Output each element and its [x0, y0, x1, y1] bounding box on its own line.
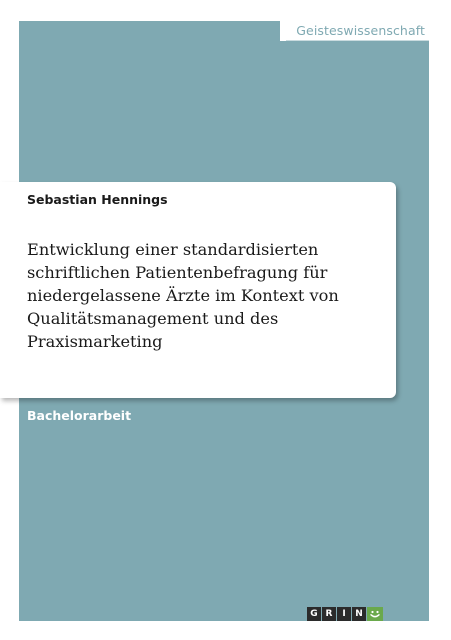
subject-label: Geisteswissenschaft	[296, 23, 425, 38]
title-line: Entwicklung einer standardisierten	[27, 240, 319, 259]
title-line: niedergelassene Ärzte im Kontext von	[27, 286, 339, 305]
smile-icon	[367, 607, 383, 621]
subject-divider	[286, 40, 429, 41]
publisher-logo	[307, 607, 383, 621]
author-name: Sebastian Hennings	[27, 192, 168, 207]
title-line: Qualitätsmanagement und des	[27, 309, 279, 328]
logo-letter: N	[352, 607, 366, 621]
logo-letter: G	[307, 607, 321, 621]
document-type-label: Bachelorarbeit	[27, 408, 132, 423]
title-line: schriftlichen Patientenbefragung für	[27, 263, 328, 282]
logo-letter: R	[322, 607, 336, 621]
logo-letter: I	[337, 607, 351, 621]
book-title	[27, 238, 387, 353]
title-line: Praxismarketing	[27, 332, 163, 351]
